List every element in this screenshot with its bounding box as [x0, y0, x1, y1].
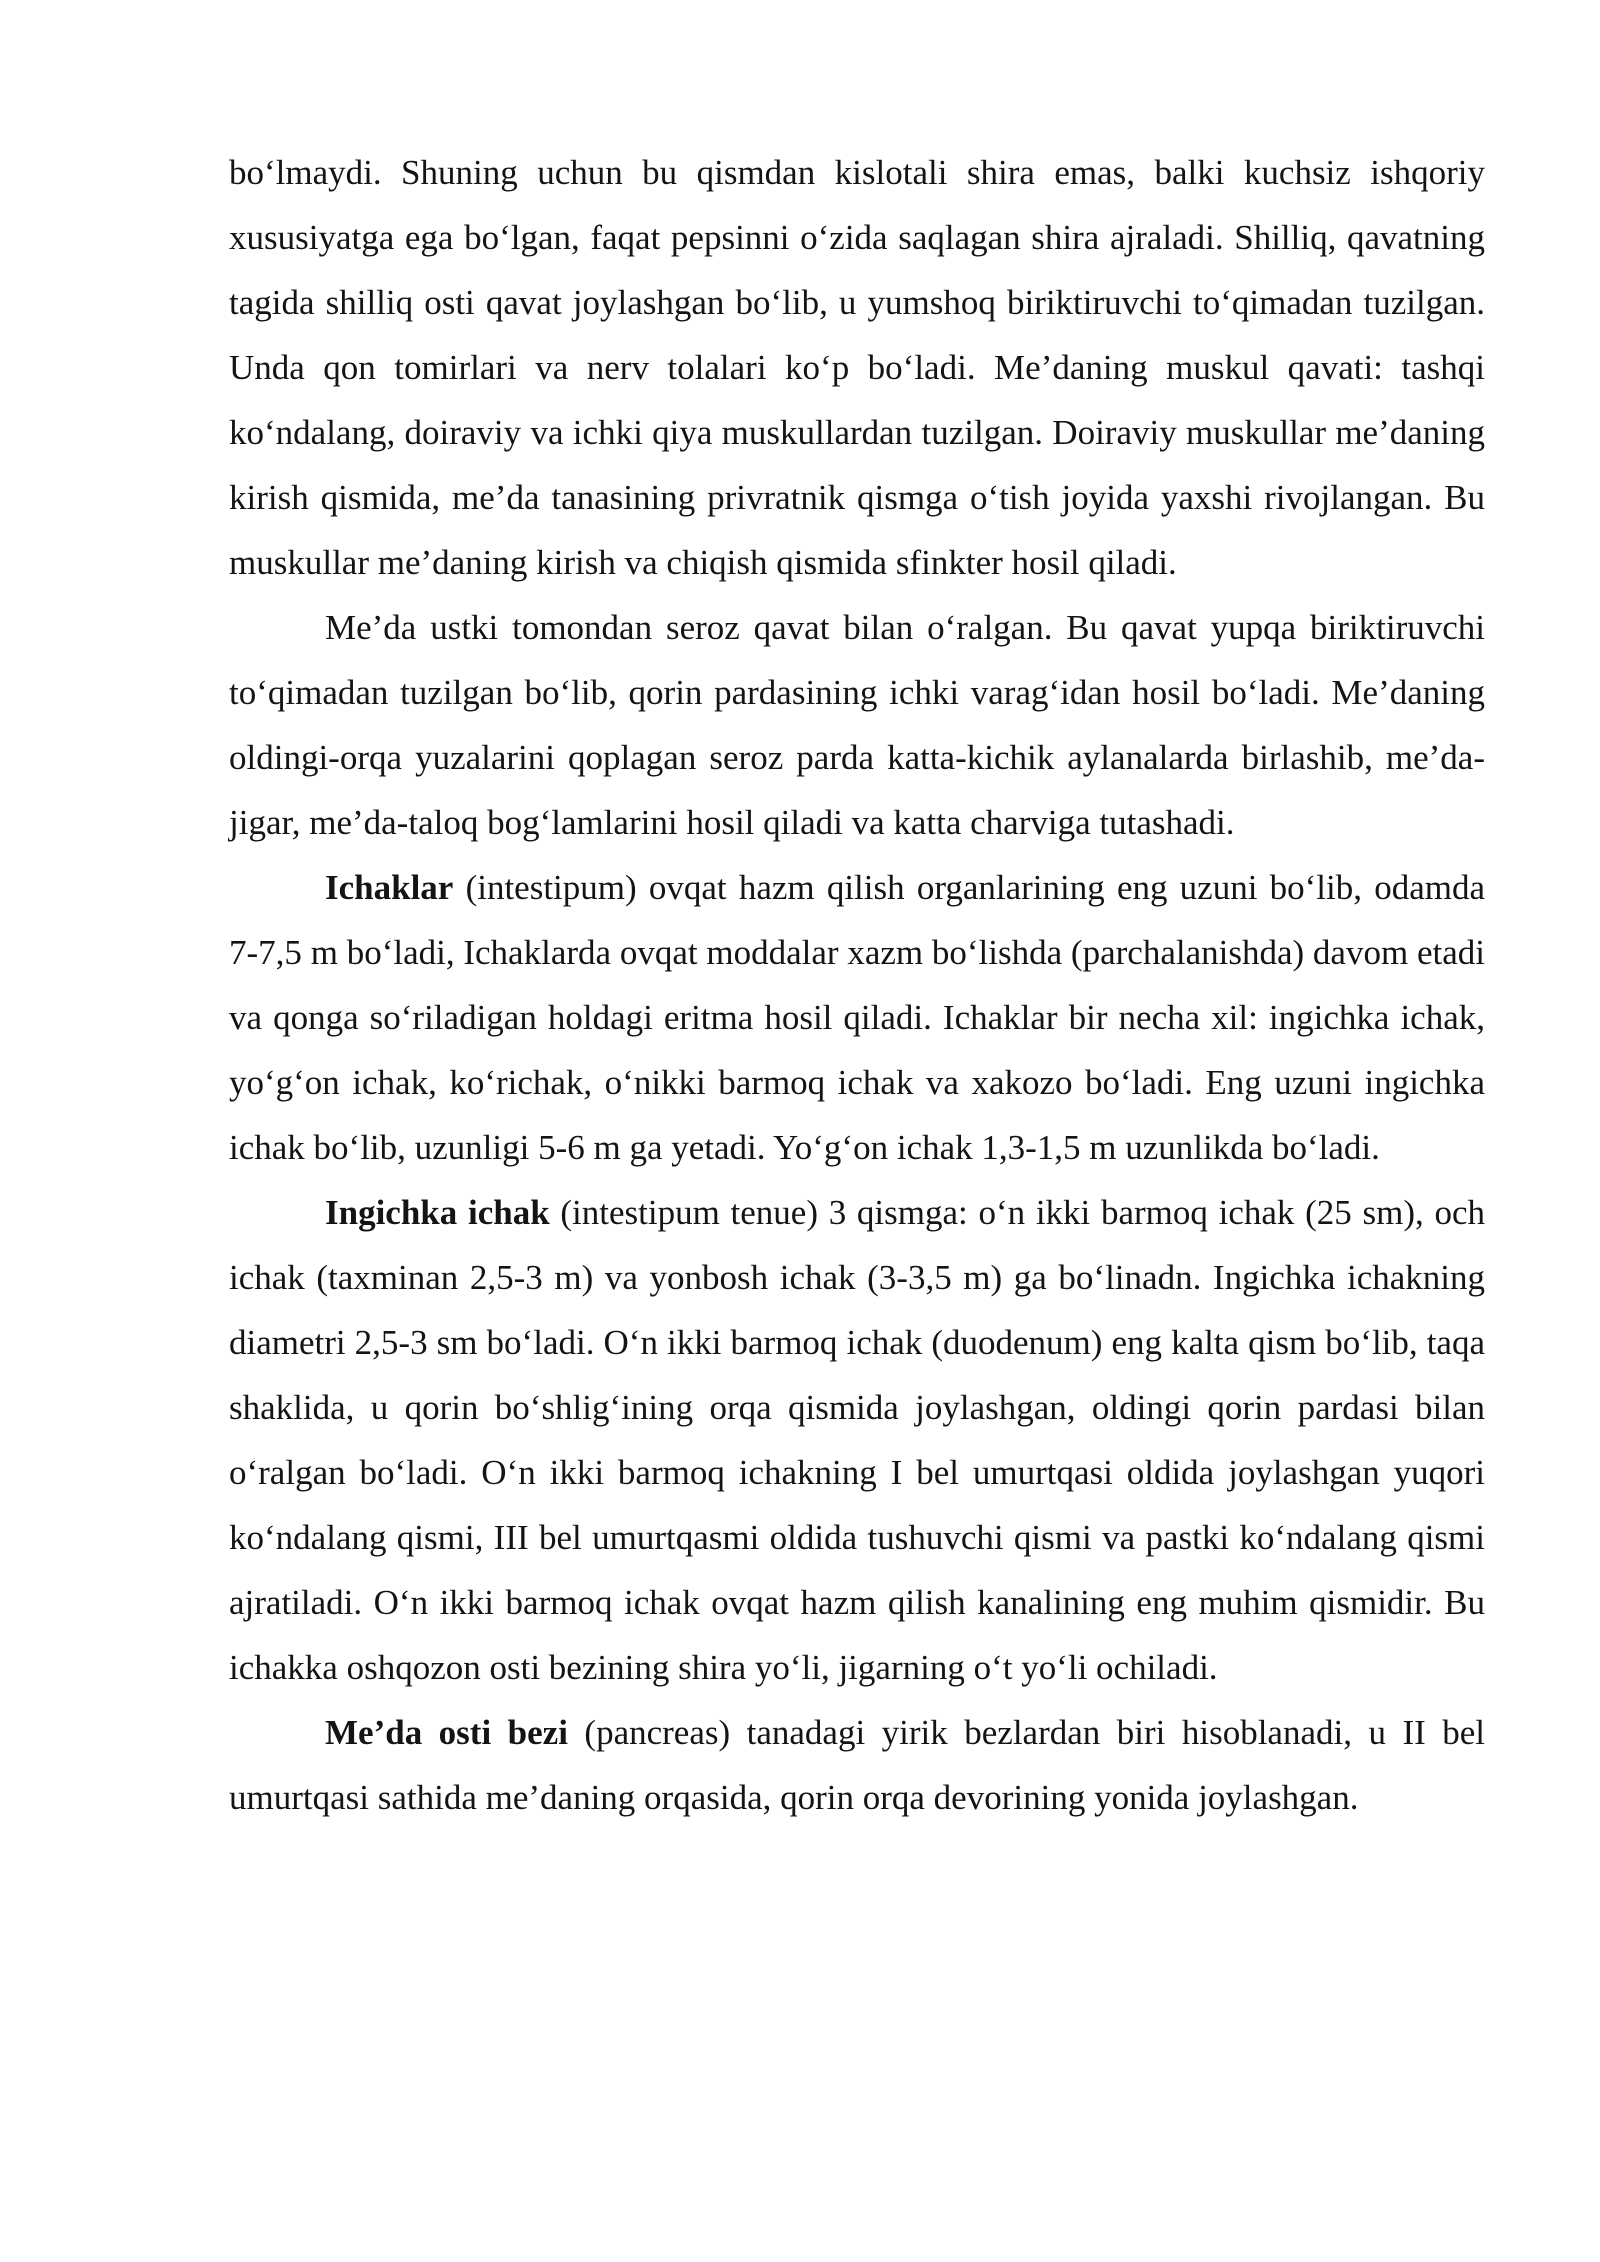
- bold-term: Ingichka ichak: [325, 1193, 550, 1232]
- paragraph-stomach-mucosa: [229, 140, 1485, 595]
- document-page: [229, 140, 1485, 1830]
- paragraph-text: Me’da ustki tomondan seroz qavat bilan o‘ralgan. Bu qavat yupqa biriktiruvchi to‘qimadan tuzilgan bo‘lib, qorin pardasining ichki varag‘idan hosil bo‘ladi. Me’daning oldingi-orqa yuzalarini qoplagan seroz parda katta-kichik aylanalarda birlashib, me’da-jigar, me’da-taloq bog‘lamlarini hosil qiladi va katta charviga tutashadi.: [229, 608, 1485, 842]
- paragraph-pancreas: [229, 1700, 1485, 1830]
- paragraph-text: (intestipum) ovqat hazm qilish organlarining eng uzuni bo‘lib, odamda 7-7,5 m bo‘ladi, Ichaklarda ovqat moddalar xazm bo‘lishda (parchalanishda) davom etadi va qonga so‘riladigan holdagi eritma hosil qiladi. Ichaklar bir necha xil: ingichka ichak, yo‘g‘on ichak, ko‘richak, o‘nikki barmoq ichak va xakozo bo‘ladi. Eng uzuni ingichka ichak bo‘lib, uzunligi 5-6 m ga yetadi. Yo‘g‘on ichak 1,3-1,5 m uzunlikda bo‘ladi.: [229, 868, 1485, 1167]
- paragraph-text: (intestipum tenue) 3 qismga: o‘n ikki barmoq ichak (25 sm), och ichak (taxminan 2,5-3 m) va yonbosh ichak (3-3,5 m) ga bo‘linadn. Ingichka ichakning diametri 2,5-3 sm bo‘ladi. O‘n ikki barmoq ichak (duodenum) eng kalta qism bo‘lib, taqa shaklida, u qorin bo‘shlig‘ining orqa qismida joylashgan, oldingi qorin pardasi bilan o‘ralgan bo‘ladi. O‘n ikki barmoq ichakning I bel umurtqasi oldida joylashgan yuqori ko‘ndalang qismi, III bel umurtqasmi oldida tushuvchi qismi va pastki ko‘ndalang qismi ajratiladi. O‘n ikki barmoq ichak ovqat hazm qilish kanalining eng muhim qismidir. Bu ichakka oshqozon osti bezining shira yo‘li, jigarning o‘t yo‘li ochiladi.: [229, 1193, 1485, 1687]
- paragraph-intestines: [229, 855, 1485, 1180]
- paragraph-stomach-serosa: [229, 595, 1485, 855]
- bold-term: Ichaklar: [325, 868, 454, 907]
- paragraph-text: (pancreas) tanadagi yirik bezlardan biri hisoblanadi, u II bel umurtqasi sathida me’daning orqasida, qorin orqa devorining yonida joylashgan.: [229, 1713, 1486, 1817]
- paragraph-small-intestine: [229, 1180, 1485, 1700]
- paragraph-text: bo‘lmaydi. Shuning uchun bu qismdan kislotali shira emas, balki kuchsiz ishqoriy xususiyatga ega bo‘lgan, faqat pepsinni o‘zida saqlagan shira ajraladi. Shilliq, qavatning tagida shilliq osti qavat joylashgan bo‘lib, u yumshoq biriktiruvchi to‘qimadan tuzilgan. Unda qon tomirlari va nerv tolalari ko‘p bo‘ladi. Me’daning muskul qavati: tashqi ko‘ndalang, doiraviy va ichki qiya muskullardan tuzilgan. Doiraviy muskullar me’daning kirish qismida, me’da tanasining privratnik qismga o‘tish joyida yaxshi rivojlangan. Bu muskullar me’daning kirish va chiqish qismida sfinkter hosil qiladi.: [229, 153, 1485, 582]
- bold-term: Me’da osti bezi: [325, 1713, 568, 1752]
